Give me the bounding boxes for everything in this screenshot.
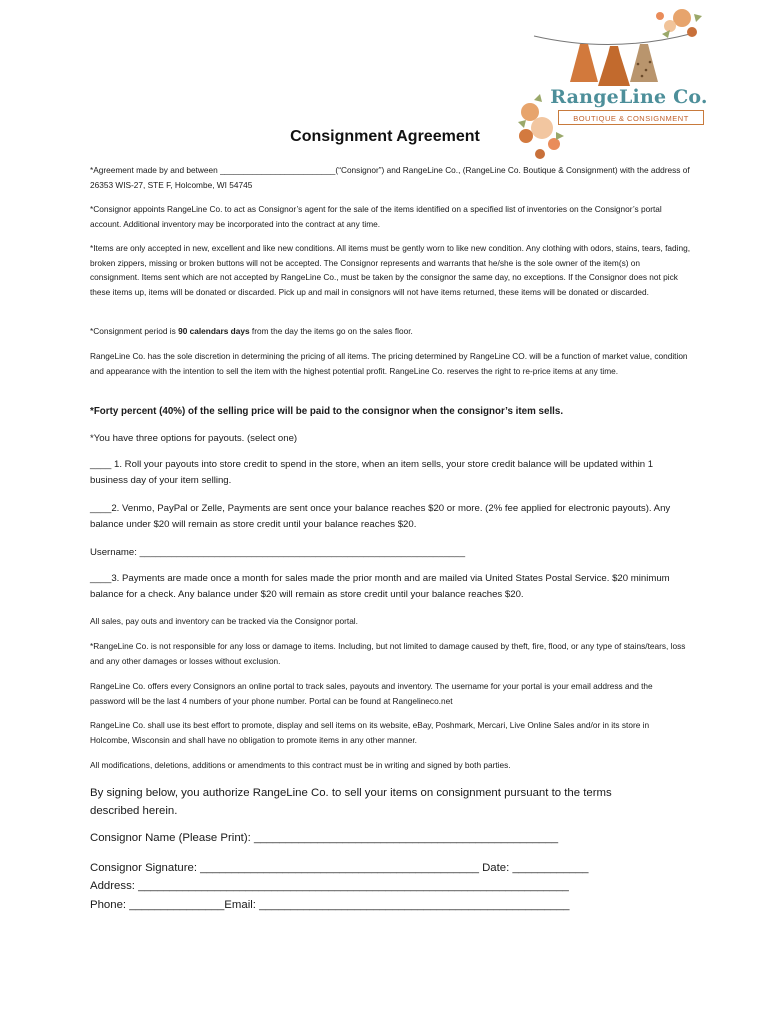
username-line: Username: _____________________________________________________________ [90, 547, 466, 558]
period-bold: 90 calendars days [178, 326, 250, 336]
consignor-signature-line: Consignor Signature: ____________________________________________ Date: ____________ [90, 862, 589, 874]
payout-option-1: ____ 1. Roll your payouts into store credit to spend in the store, when an item sells, your store credit balance will be updated within 1 business day of your item selling. [90, 459, 654, 487]
address-line: Address: ____________________________________________________________________ [90, 880, 569, 892]
agreement-made-paragraph: *Agreement made by and between _________________________(“Consignor”) and RangeLine Co., (RangeLine Co. Boutique & Consignment) with the address of 26353 WIS-27, STE F, Holcombe, WI 54745 [90, 165, 690, 190]
phone-email-line: Phone: _______________Email: _________________________________________________ [90, 899, 570, 911]
portal-paragraph: RangeLine Co. offers every Consignors an online portal to track sales, payouts and inventory. The username for your portal is your email address and the password will be the last 4 numbers of your phone number. Portal can be found at Rangelineco.net [90, 681, 653, 706]
logo-tagline: BOUTIQUE & CONSIGNMENT [558, 110, 704, 125]
logo-brand-name: RangeLine Co. [550, 86, 708, 108]
document-title: Consignment Agreement [290, 128, 480, 145]
consignor-name-line: Consignor Name (Please Print): ________________________________________________ [90, 832, 559, 844]
authorization-paragraph: By signing below, you authorize RangeLine Co. to sell your items on consignment pursuant to the terms described herein. [90, 787, 612, 817]
items-accepted-paragraph: *Items are only accepted in new, excellent and like new conditions. All items must be gently worn to like new condition. Any clothing with odors, stains, tears, fading, broken zippers, missing or broken buttons will not be accepted. The Consignor represents and warrants that he/she is the sole owner of the item(s) on consignment. Items sent which are not accepted by RangeLine Co., must be taken by the consignor the same day, no exceptions. If the Consignor does not pick these items up, items will be donated or discarded. Pick up and mail in consignors will not have items returned, these items will be donated or discarded. [90, 243, 691, 297]
consignment-period-paragraph [90, 324, 690, 339]
liability-paragraph: *RangeLine Co. is not responsible for any loss or damage to items. Including, but not limited to damage caused by theft, fire, flood, or any type of stains/tears, loss and any other damages or losses without exclusion. [90, 641, 686, 666]
modifications-paragraph: All modifications, deletions, additions or amendments to this contract must be in writing and signed by both parties. [90, 760, 511, 770]
pricing-paragraph: RangeLine Co. has the sole discretion in determining the pricing of all items. The pricing determined by RangeLine CO. will be a function of market value, condition and appearance with the intention to sell the item with the highest potential profit. RangeLine Co. reserves the right to re-price items at any time. [90, 351, 688, 376]
payout-options-paragraph: *You have three options for payouts. (select one) [90, 433, 298, 444]
tracking-paragraph: All sales, pay outs and inventory can be tracked via the Consignor portal. [90, 616, 358, 626]
agent-appointment-paragraph: *Consignor appoints RangeLine Co. to act as Consignor’s agent for the sale of the items identified on a specified list of inventories on the Consignor’s portal account. Additional inventory may be incorporated into the contract at any time. [90, 204, 662, 229]
period-prefix: *Consignment period is [90, 326, 179, 336]
forty-percent-paragraph: *Forty percent (40%) of the selling price will be paid to the consignor when the consignor’s item sells. [90, 406, 564, 417]
promotion-paragraph: RangeLine Co. shall use its best effort to promote, display and sell items on its website, eBay, Poshmark, Mercari, Live Online Sales and/or in its store in Holcombe, Wisconsin and shall have no obligation to promote items in any other manner. [90, 720, 650, 745]
payout-option-2: ____2. Venmo, PayPal or Zelle, Payments are sent once your balance reaches $20 or more. (2% fee applied for electronic payouts). Any balance under $20 will remain as store credit until your balance reaches $20. [90, 503, 671, 531]
payout-option-3: ____3. Payments are made once a month for sales made the prior month and are mailed via United States Postal Service. $20 minimum balance for a check. Any balance under $20 will remain as store credit until your balance reaches $20. [90, 573, 670, 601]
period-suffix: from the day the items go on the sales floor. [249, 326, 413, 336]
